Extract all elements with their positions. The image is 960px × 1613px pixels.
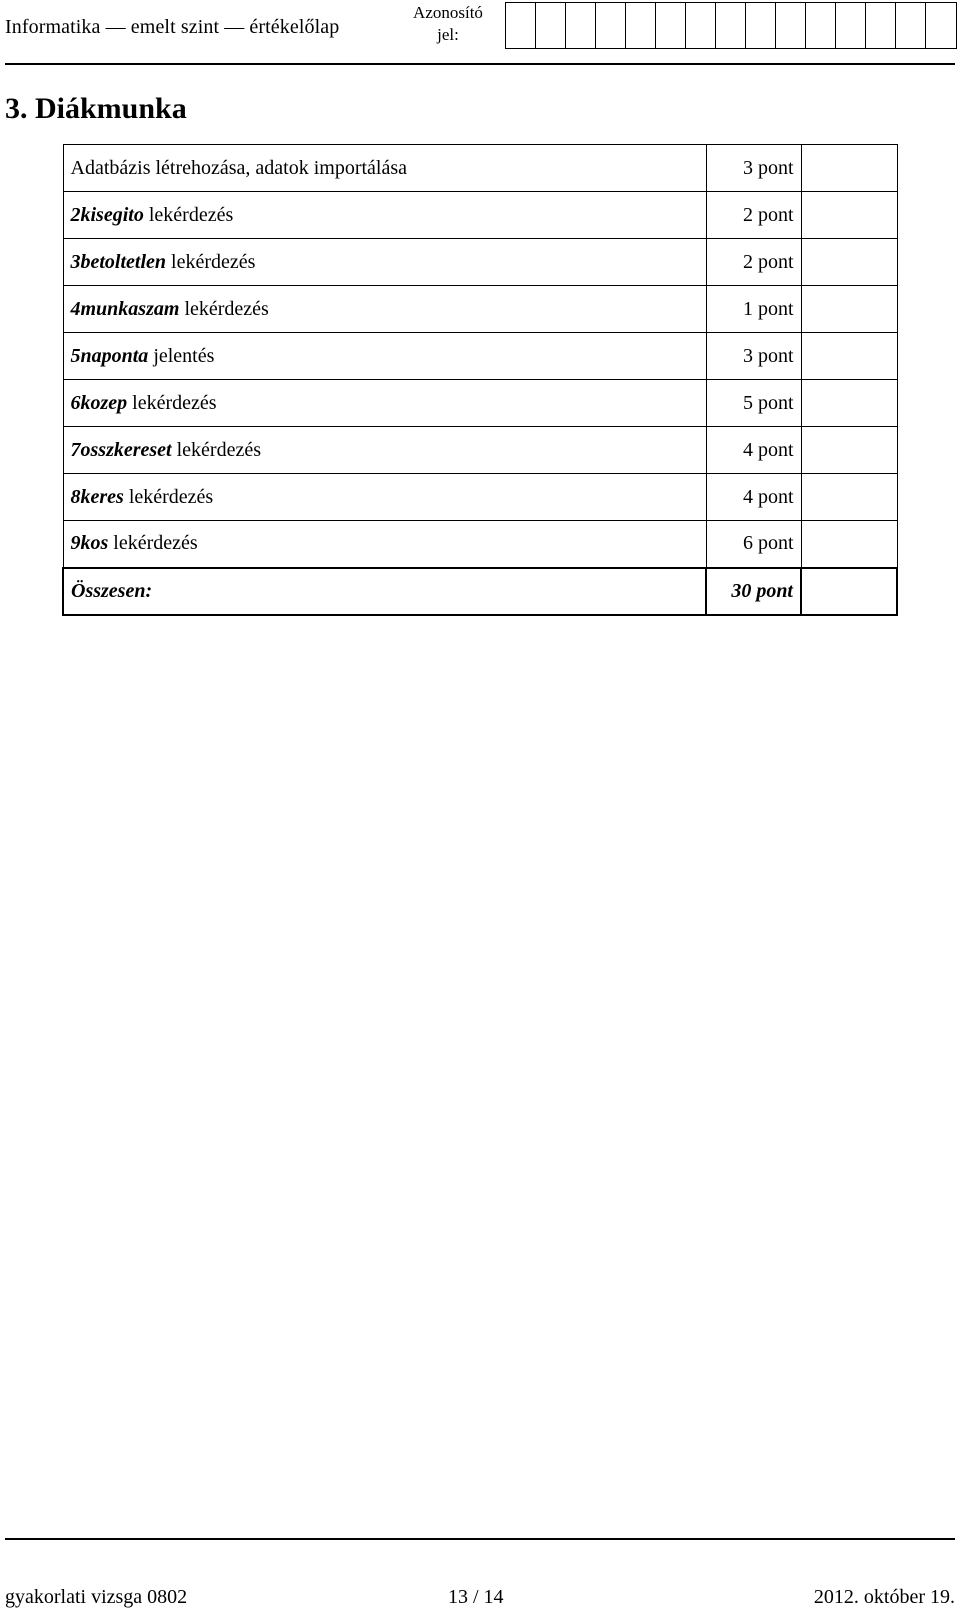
id-code-box[interactable] [716,3,746,48]
task-cell [63,380,706,427]
task-name: 5naponta [70,344,149,367]
score-table [62,144,898,616]
id-code-box[interactable] [866,3,896,48]
id-code-box[interactable] [506,3,536,48]
id-code-box[interactable] [536,3,566,48]
max-points-cell: 4 pont [706,427,801,474]
task-cell [63,286,706,333]
max-points-cell: 5 pont [706,380,801,427]
total-score-cell[interactable] [801,568,897,615]
task-cell [63,145,706,192]
task-description: lekérdezés [127,391,217,414]
footer-page-number: 13 / 14 [448,1586,504,1608]
task-cell [63,239,706,286]
id-code-box[interactable] [896,3,926,48]
section-title: 3. Diákmunka [5,92,187,125]
id-code-box[interactable] [566,3,596,48]
table-row [63,427,897,474]
task-description: lekérdezés [143,203,234,226]
id-code-box[interactable] [626,3,656,48]
task-description: lekérdezés [166,250,256,273]
id-code-box[interactable] [776,3,806,48]
max-points-cell: 6 pont [706,521,801,568]
id-code-box[interactable] [686,3,716,48]
footer-exam-info: gyakorlati vizsga 0802 [5,1586,188,1608]
id-code-box[interactable] [836,3,866,48]
header-title: Informatika — emelt szint — értékelőlap [5,16,340,38]
score-entry-cell[interactable] [801,145,897,192]
task-description: lekérdezés [179,297,269,320]
table-row [63,380,897,427]
task-name: 4munkaszam [70,297,180,320]
footer-date: 2012. október 19. [813,1586,955,1608]
task-name: 8keres [70,485,124,508]
task-cell [63,427,706,474]
id-code-box[interactable] [806,3,836,48]
max-points-cell: 2 pont [706,192,801,239]
task-name: 3betoltetlen [70,250,167,273]
footer-rule [5,1538,955,1540]
id-code-boxes [505,2,957,49]
task-cell [63,521,706,568]
task-description: jelentés [148,344,215,367]
table-row [63,192,897,239]
score-entry-cell[interactable] [801,192,897,239]
id-code-box[interactable] [926,3,956,48]
score-entry-cell[interactable] [801,521,897,568]
max-points-cell: 1 pont [706,286,801,333]
score-entry-cell[interactable] [801,474,897,521]
task-cell [63,192,706,239]
id-code-box[interactable] [746,3,776,48]
table-row [63,286,897,333]
task-name: 2kisegito [70,203,144,226]
task-name: 7osszkereset [70,438,172,461]
score-entry-cell[interactable] [801,380,897,427]
task-name: 9kos [70,532,109,555]
task-name: 6kozep [70,391,128,414]
id-code-box[interactable] [656,3,686,48]
score-entry-cell[interactable] [801,239,897,286]
table-row [63,474,897,521]
total-label: Összesen: [63,568,706,615]
total-row [63,568,897,615]
table-row [63,521,897,568]
max-points-cell: 2 pont [706,239,801,286]
table-row [63,333,897,380]
total-points: 30 pont [706,568,801,615]
task-cell [63,333,706,380]
max-points-cell: 3 pont [706,145,801,192]
score-entry-cell[interactable] [801,286,897,333]
id-code-box[interactable] [596,3,626,48]
table-row [63,145,897,192]
task-description: lekérdezés [108,532,198,555]
task-description: Adatbázis létrehozása, adatok importálása [70,156,408,179]
task-cell [63,474,706,521]
max-points-cell: 4 pont [706,474,801,521]
table-row [63,239,897,286]
task-description: lekérdezés [123,485,214,508]
score-entry-cell[interactable] [801,333,897,380]
score-entry-cell[interactable] [801,427,897,474]
header-rule [5,63,955,65]
max-points-cell: 3 pont [706,333,801,380]
task-description: lekérdezés [171,438,261,461]
id-label: Azonosító jel: [413,3,483,44]
